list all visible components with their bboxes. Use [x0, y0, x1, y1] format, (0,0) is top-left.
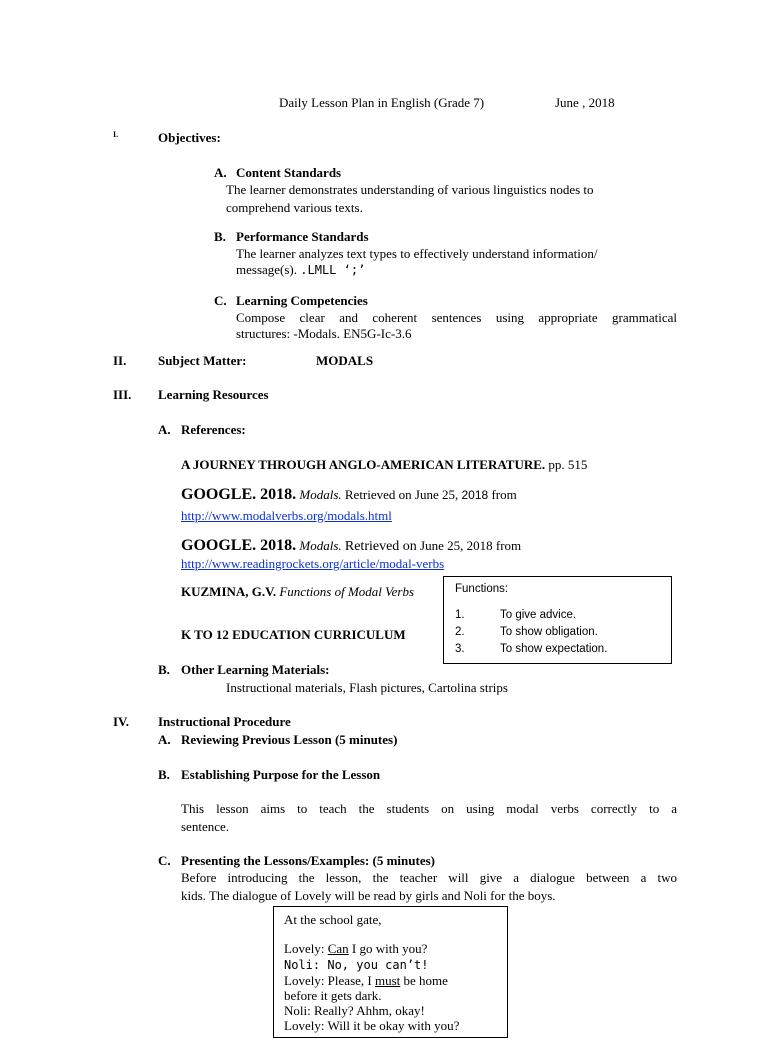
- subject-matter-value: MODALS: [316, 353, 374, 368]
- procedure-c-text-line2: kids. The dialogue of Lovely will be read by girls and Noli for the boys.: [181, 888, 556, 903]
- references-heading: References:: [181, 422, 246, 437]
- reference-3-title: Modals.: [299, 538, 342, 553]
- reference-3-date: June 25, 2018 from: [420, 538, 522, 553]
- other-materials-text: Instructional materials, Flash pictures, Cartolina strips: [226, 680, 508, 695]
- content-standards-text-line1: The learner demonstrates understanding of various linguistics nodes to: [226, 182, 594, 197]
- learning-competencies-heading: Learning Competencies: [236, 293, 368, 308]
- reference-1: [181, 457, 587, 473]
- dialogue-text: be home: [403, 973, 448, 988]
- procedure-c-label: C.: [158, 853, 171, 868]
- dialogue-speaker: Lovely:: [284, 941, 325, 956]
- content-standards-heading: Content Standards: [236, 165, 342, 180]
- reference-3-retrieved: Retrieved on: [344, 539, 417, 554]
- reference-4-author: KUZMINA, G.V.: [181, 584, 277, 599]
- functions-box-title: Functions:: [455, 583, 509, 595]
- functions-item-text: To show obligation.: [500, 626, 598, 638]
- procedure-c-heading: Presenting the Lessons/Examples: (5 minutes): [181, 853, 435, 868]
- performance-standards-text-line1: The learner analyzes text types to effectively understand information/: [236, 246, 598, 261]
- reference-1-title: A JOURNEY THROUGH ANGLO-AMERICAN LITERATURE.: [181, 457, 546, 472]
- dialogue-speaker: Lovely: Please, I: [284, 973, 372, 988]
- performance-standards-heading: Performance Standards: [236, 229, 369, 244]
- dialogue-modal: Can: [327, 941, 349, 956]
- dialogue-line: Lovely: Will it be okay with you?: [284, 1018, 460, 1033]
- functions-item: [455, 643, 607, 655]
- reference-3: [181, 537, 521, 555]
- reference-5: K TO 12 EDUCATION CURRICULUM: [181, 627, 406, 642]
- reference-2-url-link[interactable]: http://www.modalverbs.org/modals.html: [181, 508, 392, 523]
- dialogue-intro: At the school gate,: [284, 912, 382, 927]
- procedure-b-text-line2: sentence.: [181, 819, 230, 834]
- procedure-b-text-line1: This lesson aims to teach the students on using modal verbs correctly to a: [181, 801, 677, 816]
- other-materials-heading: Other Learning Materials:: [181, 662, 330, 677]
- dialogue-line: Noli: No, you can’t!: [284, 958, 429, 972]
- dialogue-line: [284, 973, 448, 989]
- dialogue-line: [284, 941, 427, 957]
- other-materials-label: B.: [158, 662, 170, 677]
- content-standards-text-line2: comprehend various texts.: [226, 200, 363, 215]
- section-number-procedure: IV.: [113, 714, 130, 729]
- objectives-heading: Objectives:: [158, 130, 221, 145]
- reference-2: [181, 486, 517, 504]
- procedure-a-label: A.: [158, 732, 171, 747]
- procedure-c-text-line1: Before introducing the lesson, the teacher will give a dialogue between a two: [181, 870, 677, 885]
- procedure-a-heading: Reviewing Previous Lesson (5 minutes): [181, 732, 398, 747]
- reference-2-retrieved: Retrieved on June 25,: [344, 487, 459, 502]
- section-number-objectives: I.: [113, 130, 119, 139]
- subject-matter-heading: Subject Matter:: [158, 353, 247, 368]
- performance-standards-text-line2: [236, 262, 365, 278]
- reference-3-author: GOOGLE. 2018.: [181, 537, 297, 554]
- learning-competencies-label: C.: [214, 293, 227, 308]
- performance-standards-text: message(s).: [236, 262, 298, 277]
- performance-standards-stray-text: .LMLL ‘;’: [300, 263, 366, 277]
- section-number-learning-resources: III.: [113, 387, 132, 402]
- procedure-b-heading: Establishing Purpose for the Lesson: [181, 767, 381, 782]
- dialogue-modal: must: [374, 973, 401, 988]
- dialogue-box: [273, 906, 508, 1038]
- dialogue-text: I go with you?: [351, 941, 428, 956]
- functions-item-text: To give advice.: [500, 609, 577, 621]
- references-label: A.: [158, 422, 171, 437]
- procedure-heading: Instructional Procedure: [158, 714, 291, 729]
- reference-3-url-link[interactable]: http://www.readingrockets.org/article/modal-verbs: [181, 556, 445, 571]
- reference-2-from: from: [491, 487, 517, 502]
- learning-competencies-text-line2: structures: -Modals. EN5G-Ic-3.6: [236, 326, 412, 341]
- performance-standards-label: B.: [214, 229, 226, 244]
- procedure-b-label: B.: [158, 767, 170, 782]
- learning-resources-heading: Learning Resources: [158, 387, 269, 402]
- document-date: June , 2018: [555, 95, 615, 110]
- functions-item-number: 3.: [455, 643, 465, 655]
- functions-item-number: 2.: [455, 626, 465, 638]
- functions-item-number: 1.: [455, 609, 465, 621]
- functions-item: [455, 609, 576, 621]
- dialogue-line: before it gets dark.: [284, 988, 382, 1003]
- content-standards-label: A.: [214, 165, 227, 180]
- functions-item-text: To show expectation.: [500, 643, 608, 655]
- functions-item: [455, 626, 598, 638]
- reference-2-author: GOOGLE. 2018.: [181, 486, 297, 503]
- learning-competencies-text-line1: Compose clear and coherent sentences using appropriate grammatical: [236, 310, 677, 325]
- reference-4: [181, 584, 414, 600]
- reference-1-pages: pp. 515: [548, 457, 588, 472]
- document-title: Daily Lesson Plan in English (Grade 7): [279, 95, 485, 110]
- dialogue-line: Noli: Really? Ahhm, okay!: [284, 1003, 425, 1018]
- reference-2-year: 2018: [461, 488, 489, 502]
- reference-4-title: Functions of Modal Verbs: [279, 584, 415, 599]
- reference-2-title: Modals.: [299, 487, 342, 502]
- section-number-subject-matter: II.: [113, 353, 127, 368]
- functions-box: [443, 576, 672, 664]
